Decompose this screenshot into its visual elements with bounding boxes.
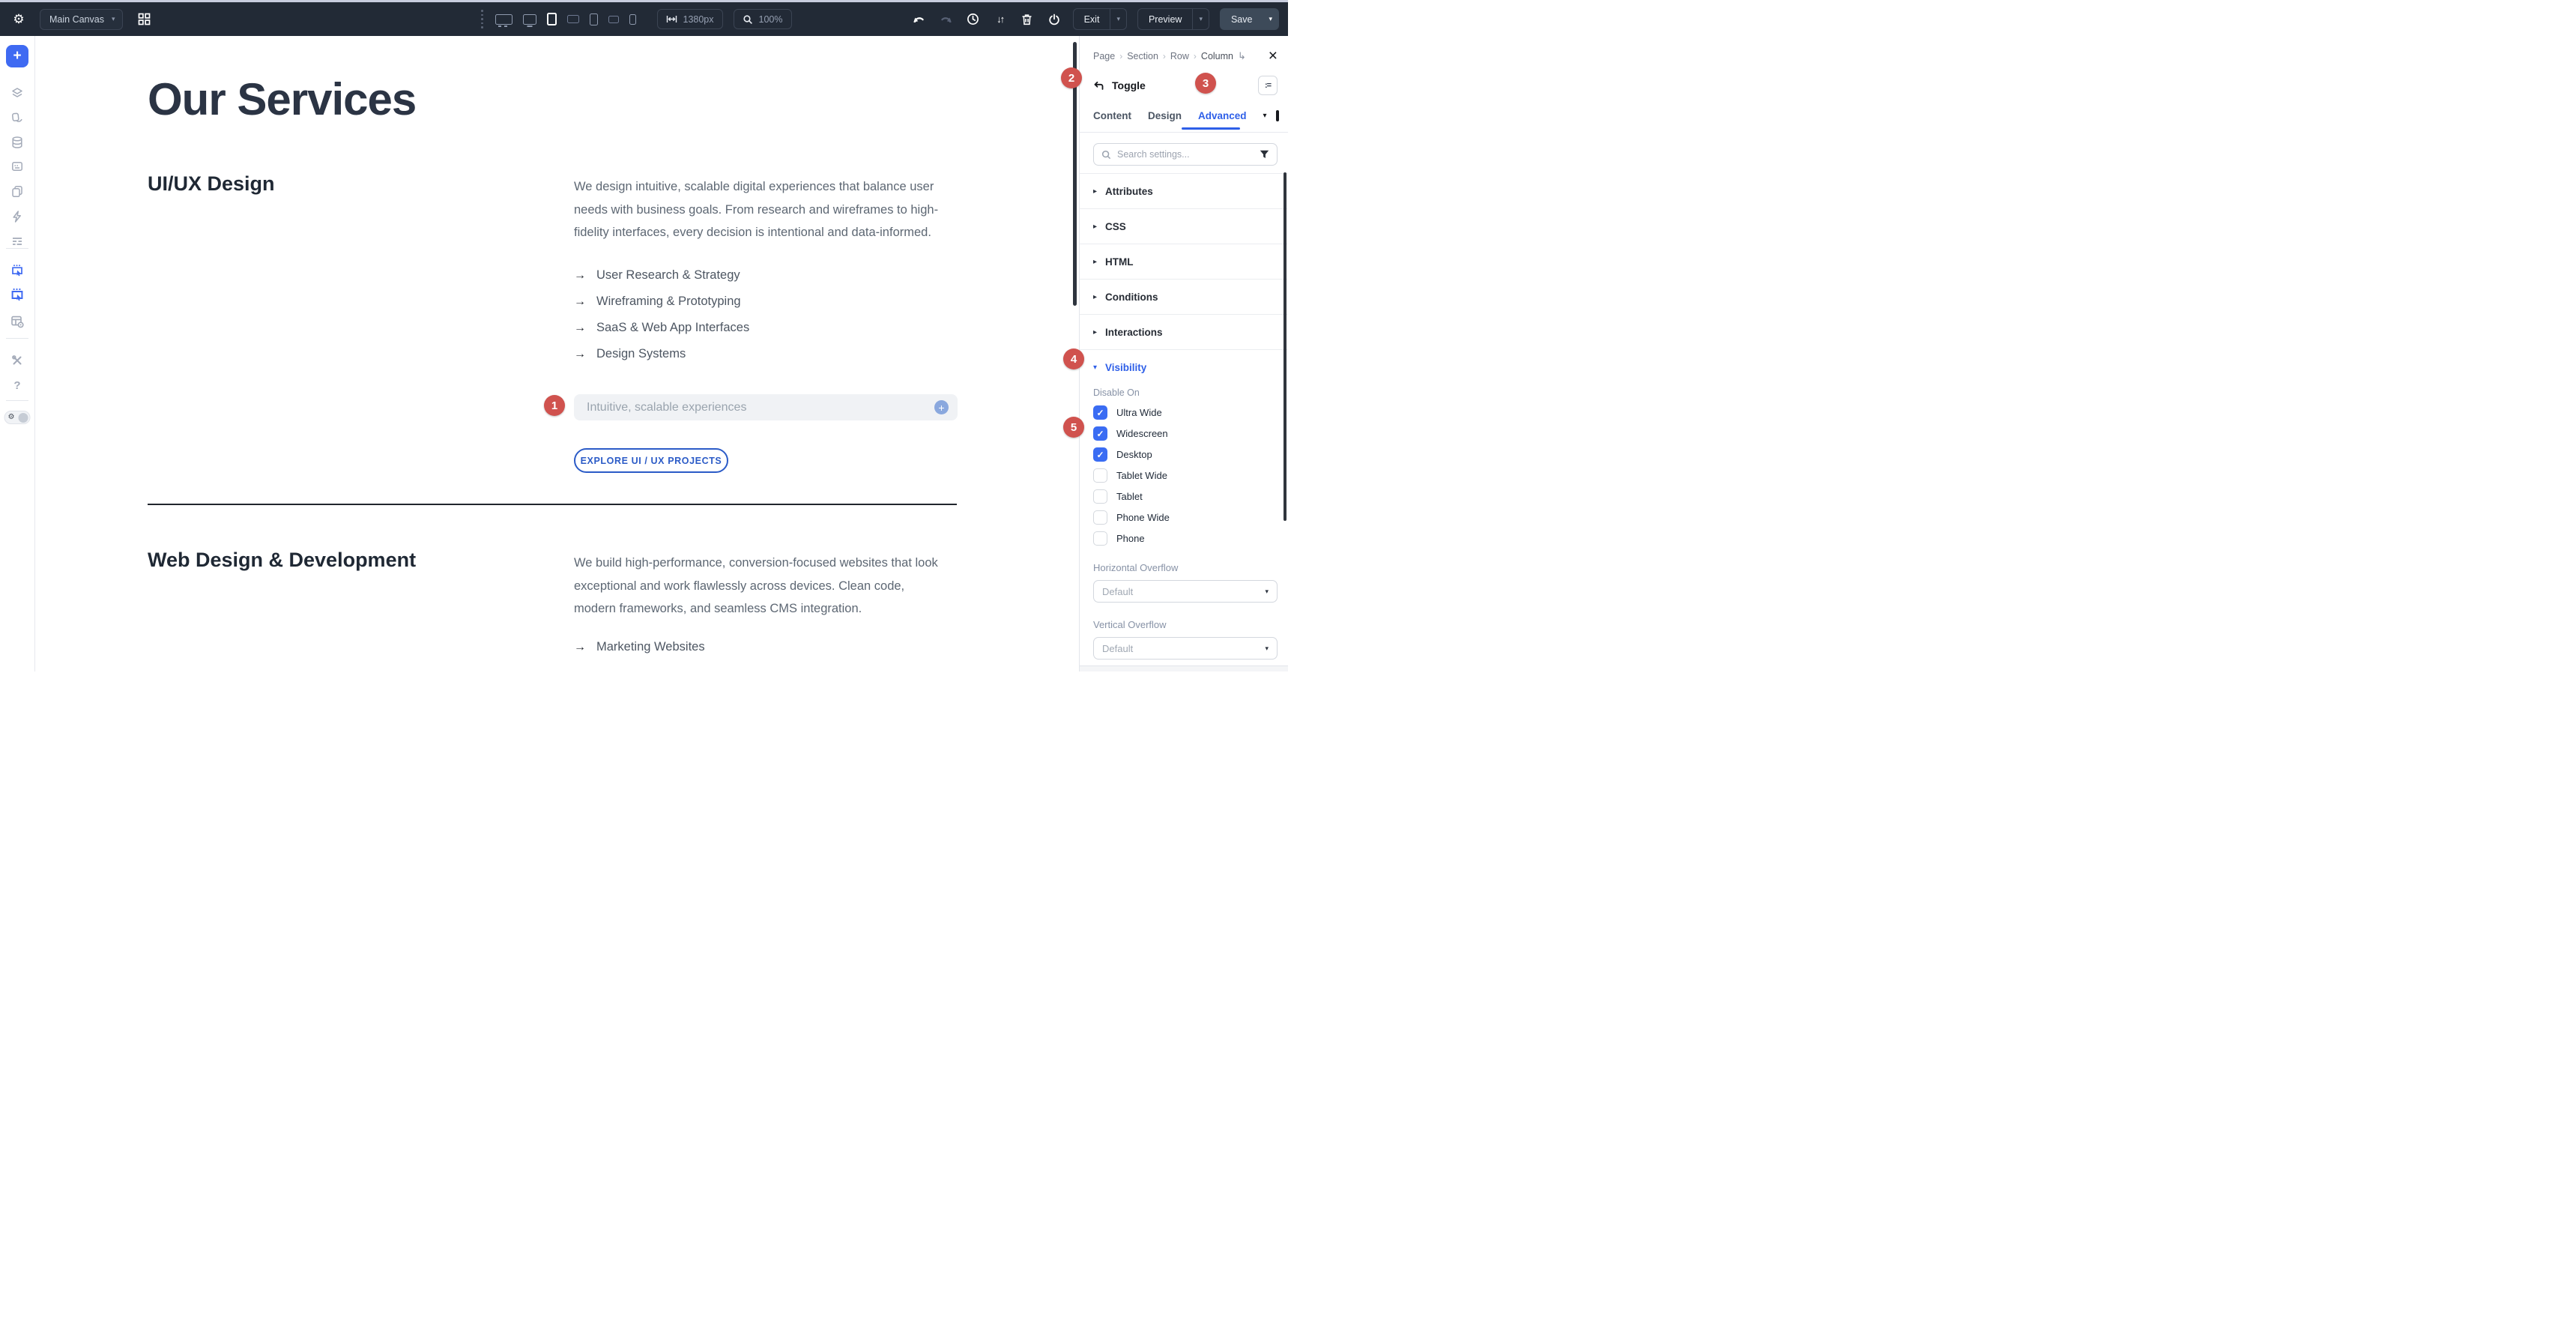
panel-options-icon[interactable]: :=: [1258, 76, 1278, 95]
sort-order-icon[interactable]: ↓↑: [997, 13, 1004, 25]
components-icon[interactable]: [7, 108, 27, 127]
accordion-html[interactable]: ▸ HTML: [1080, 244, 1288, 279]
chevron-down-icon: ▾: [1093, 363, 1098, 372]
feature-list-uiux: [574, 268, 749, 361]
app-window: [0, 0, 1288, 672]
template-preview-icon[interactable]: [7, 312, 27, 331]
accordion-attributes[interactable]: ▸ Attributes: [1080, 173, 1288, 208]
section-divider: [148, 504, 957, 505]
database-icon[interactable]: [7, 133, 27, 152]
page-title[interactable]: Our Services: [148, 74, 417, 124]
breadcrumb: Page › Section › Row › Column ↳ ×: [1093, 47, 1278, 64]
filter-funnel-icon[interactable]: [1260, 150, 1269, 159]
search-icon: [1101, 150, 1111, 160]
add-element-button[interactable]: +: [6, 45, 28, 67]
settings-panel: [1079, 36, 1288, 672]
feature-list-webdev: [574, 640, 705, 654]
vertical-overflow-label: Vertical Overflow: [1093, 619, 1167, 630]
select-mode-icon[interactable]: [7, 261, 27, 280]
checkbox-widescreen[interactable]: ✓ Widescreen: [1093, 426, 1278, 441]
panel-divider: [1080, 132, 1288, 133]
selected-element-name: Toggle: [1112, 79, 1146, 91]
canvas-selector[interactable]: [40, 9, 123, 30]
redo-icon[interactable]: [938, 11, 955, 28]
toolbar-breakpoint-group: [481, 2, 792, 36]
zoom-magnifier-icon: [743, 14, 753, 25]
undo-icon[interactable]: [911, 11, 928, 28]
exit-button[interactable]: [1073, 8, 1127, 30]
power-icon[interactable]: [1046, 11, 1062, 28]
chevron-right-icon: ▸: [1093, 187, 1098, 196]
list-item[interactable]: [574, 640, 705, 654]
tab-advanced[interactable]: Advanced: [1198, 109, 1247, 121]
list-item[interactable]: [574, 295, 749, 309]
sidebar-divider: [6, 400, 28, 401]
left-sidebar: [0, 36, 35, 672]
add-item-icon[interactable]: +: [934, 400, 949, 414]
form-card-icon[interactable]: [7, 157, 27, 176]
checkbox-box: [1093, 531, 1107, 546]
checkbox-ultra-wide[interactable]: ✓ Ultra Wide: [1093, 405, 1278, 420]
arrow-right-icon: →: [574, 347, 586, 360]
checkbox-box: ✓: [1093, 405, 1107, 420]
canvas-frame-icon[interactable]: [1276, 110, 1279, 121]
insert-mode-icon[interactable]: [7, 285, 27, 304]
step-badge-3: 3: [1195, 73, 1216, 94]
horizontal-overflow-value: Default: [1102, 585, 1134, 597]
checkbox-box: ✓: [1093, 447, 1107, 462]
explore-projects-button[interactable]: EXPLORE UI / UX PROJECTS: [574, 448, 728, 473]
tools-icon[interactable]: [7, 351, 27, 370]
settings-accordion: [1080, 173, 1288, 384]
back-arrow-icon[interactable]: [1093, 81, 1104, 91]
device-tablet-icon[interactable]: [590, 13, 598, 25]
preview-dropdown-caret[interactable]: ▾: [1192, 9, 1209, 29]
chevron-down-icon: ▾: [111, 15, 115, 22]
breadcrumb-column[interactable]: Column: [1200, 50, 1233, 61]
step-badge-2: 2: [1061, 67, 1082, 88]
lightning-icon[interactable]: [7, 207, 27, 226]
list-item-label: User Research & Strategy: [596, 268, 740, 282]
tab-design[interactable]: Design: [1148, 109, 1182, 121]
canvas-area[interactable]: [35, 36, 1079, 672]
checkbox-phone[interactable]: Phone: [1093, 531, 1278, 546]
breadcrumb-row[interactable]: Row: [1170, 50, 1189, 61]
checkbox-desktop[interactable]: ✓ Desktop: [1093, 447, 1278, 462]
trash-icon[interactable]: [1019, 11, 1035, 28]
section-paragraph-uiux[interactable]: We design intuitive, scalable digital experiences that balance user needs with business goals. From research and wireframes to high-fidelity interfaces, every decision is intentional and data-informed.: [574, 180, 939, 239]
accordion-visibility[interactable]: ▾ Visibility: [1080, 349, 1288, 384]
preview-button-label: Preview: [1148, 13, 1182, 25]
checkbox-box: [1093, 510, 1107, 525]
chevron-right-icon: ▸: [1093, 328, 1098, 336]
horizontal-overflow-label: Horizontal Overflow: [1093, 562, 1179, 573]
selected-element-row: [1093, 76, 1278, 95]
checkbox-box: [1093, 489, 1107, 504]
toolbar-left-group: [10, 2, 152, 36]
save-button[interactable]: [1220, 8, 1279, 30]
breadcrumb-section[interactable]: Section: [1127, 50, 1158, 61]
drag-handle-icon[interactable]: [481, 10, 483, 28]
active-tab-underline: [1182, 127, 1240, 130]
zoom-value: 100%: [758, 13, 783, 25]
canvas-width-chip[interactable]: [657, 9, 723, 29]
accordion-interactions[interactable]: ▸ Interactions: [1080, 314, 1288, 349]
child-indicator-icon: ↳: [1238, 49, 1246, 61]
accordion-conditions[interactable]: ▸ Conditions: [1080, 279, 1288, 314]
list-item-label: Design Systems: [596, 347, 686, 360]
device-phone-wide-icon[interactable]: [608, 16, 619, 23]
pages-copy-icon[interactable]: [7, 181, 27, 201]
step-badge-5: 5: [1063, 417, 1084, 438]
accordion-css[interactable]: ▸ CSS: [1080, 208, 1288, 244]
grid-view-icon[interactable]: [136, 11, 152, 28]
layers-icon[interactable]: [7, 83, 27, 103]
zoom-chip[interactable]: [734, 9, 792, 29]
vertical-overflow-select[interactable]: [1093, 637, 1278, 660]
section-heading-uiux[interactable]: UI/UX Design: [148, 172, 275, 195]
list-item[interactable]: [574, 268, 749, 283]
toolbar-right-group: [911, 2, 1279, 36]
chevron-right-icon: ▸: [1093, 222, 1098, 231]
save-button-label: Save: [1230, 13, 1253, 25]
section-paragraph-webdev[interactable]: We build high-performance, conversion-focused websites that look exceptional and work flawlessly across devices. Clean code, modern frameworks, and seamless CMS integration.: [574, 556, 938, 615]
preview-button[interactable]: [1137, 8, 1209, 30]
disable-on-checkbox-list: [1093, 405, 1278, 546]
section-heading-webdev[interactable]: Web Design & Development: [148, 549, 417, 571]
checkbox-box: ✓: [1093, 426, 1107, 441]
list-item-label: Wireframing & Prototyping: [596, 295, 741, 308]
device-widescreen-icon[interactable]: [523, 14, 536, 25]
settings-search-placeholder: Search settings...: [1117, 149, 1190, 160]
chevron-down-icon: ▾: [1265, 644, 1269, 652]
save-dropdown-caret[interactable]: ▾: [1269, 15, 1272, 22]
list-item-label: SaaS & Web App Interfaces: [596, 321, 750, 334]
settings-search[interactable]: [1093, 143, 1278, 166]
panel-tabs: [1093, 106, 1278, 125]
device-ultra-wide-icon[interactable]: [495, 14, 513, 25]
panel-scrollbar[interactable]: [1284, 172, 1287, 521]
toggle-gear-icon: ⚙: [7, 413, 15, 421]
settings-toggle[interactable]: [4, 411, 31, 424]
arrow-right-icon: →: [574, 268, 586, 282]
breadcrumb-page[interactable]: Page: [1093, 50, 1116, 61]
checkbox-phone-wide[interactable]: Phone Wide: [1093, 510, 1278, 525]
text-field[interactable]: [574, 394, 958, 420]
next-section-clipped: [1080, 666, 1288, 672]
chevron-right-icon: ▸: [1093, 292, 1098, 301]
device-desktop-icon[interactable]: [547, 13, 557, 25]
chevron-down-icon: ▾: [1265, 587, 1269, 595]
list-item[interactable]: [574, 347, 749, 361]
list-item[interactable]: [574, 321, 749, 335]
checkbox-box: [1093, 468, 1107, 483]
canvas-selector-value: Main Canvas: [49, 13, 104, 25]
step-badge-1: 1: [544, 395, 565, 416]
arrow-right-icon: →: [574, 640, 586, 654]
sidebar-divider: [6, 248, 28, 249]
exit-dropdown-caret[interactable]: ▾: [1110, 9, 1126, 29]
checkbox-tablet-wide[interactable]: Tablet Wide: [1093, 468, 1278, 483]
checkbox-tablet[interactable]: Tablet: [1093, 489, 1278, 504]
list-item-label: Marketing Websites: [596, 640, 705, 654]
arrow-right-icon: →: [574, 321, 586, 334]
canvas-width-value: 1380px: [683, 13, 714, 25]
builder-settings-gear-icon[interactable]: ⚙: [13, 12, 25, 26]
top-toolbar: [0, 2, 1288, 36]
arrow-right-icon: →: [574, 295, 586, 308]
sidebar-divider: [6, 338, 28, 339]
chevron-right-icon: ▸: [1093, 257, 1098, 266]
tabs-caret-icon[interactable]: ▾: [1263, 111, 1267, 120]
device-phone-icon[interactable]: [629, 14, 636, 25]
step-badge-4: 4: [1063, 348, 1084, 369]
device-tablet-wide-icon[interactable]: [567, 15, 579, 23]
close-panel-icon[interactable]: ×: [1268, 47, 1278, 64]
horizontal-overflow-select[interactable]: [1093, 580, 1278, 603]
tab-content[interactable]: Content: [1093, 109, 1131, 121]
text-field-placeholder: Intuitive, scalable experiences: [587, 400, 747, 414]
width-arrows-icon: [666, 14, 677, 24]
exit-button-label: Exit: [1083, 13, 1100, 25]
disable-on-label: Disable On: [1093, 387, 1140, 398]
vertical-overflow-value: Default: [1102, 642, 1134, 654]
history-icon[interactable]: [965, 11, 982, 28]
toggle-knob: [19, 413, 28, 423]
help-icon[interactable]: ?: [13, 378, 21, 392]
